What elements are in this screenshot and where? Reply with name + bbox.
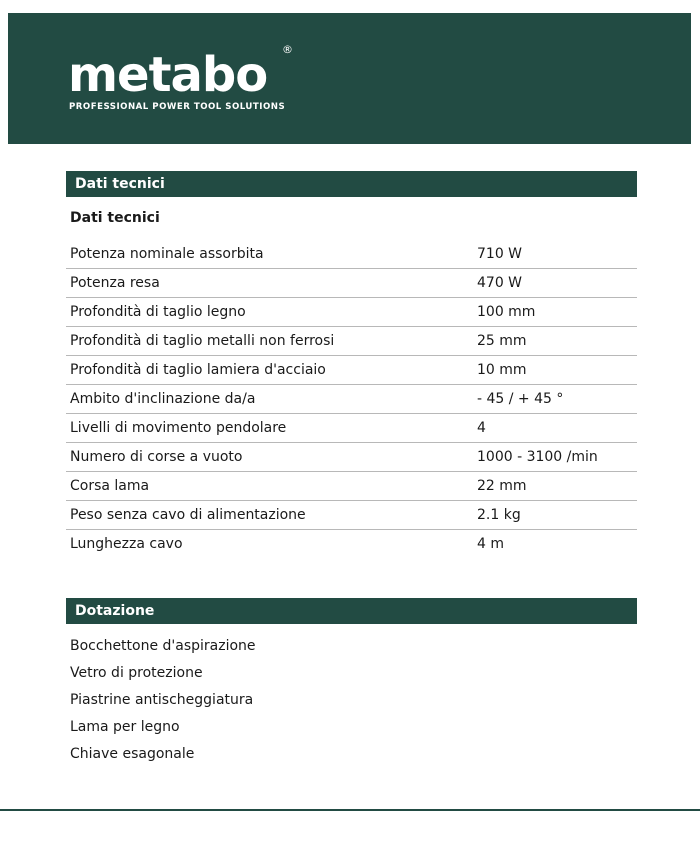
spec-label: Profondità di taglio legno [70, 304, 246, 320]
equipment-item: Piastrine antischeggiatura [70, 692, 254, 708]
spec-label: Livelli di movimento pendolare [70, 420, 287, 436]
spec-value: 25 mm [477, 333, 527, 349]
spec-label: Potenza resa [70, 275, 160, 291]
spec-label: Peso senza cavo di alimentazione [70, 507, 306, 523]
spec-row [66, 443, 637, 472]
spec-label: Profondità di taglio lamiera d'acciaio [70, 362, 326, 378]
equipment-item: Lama per legno [70, 719, 180, 735]
tech-subtitle: Dati tecnici [70, 210, 160, 226]
spec-value: 470 W [477, 275, 523, 291]
tech-section-header: Dati tecnici [66, 171, 637, 197]
spec-table [66, 240, 637, 558]
equipment-section-header: Dotazione [66, 598, 637, 624]
equipment-item: Bocchettone d'aspirazione [70, 638, 256, 654]
spec-row [66, 472, 637, 501]
equipment-item: Chiave esagonale [70, 746, 195, 762]
spec-value: 100 mm [477, 304, 536, 320]
equipment-list [70, 633, 256, 768]
spec-row [66, 501, 637, 530]
spec-label: Lunghezza cavo [70, 536, 183, 552]
brand-tagline: PROFESSIONAL POWER TOOL SOLUTIONS [69, 102, 286, 112]
spec-value: 4 m [477, 536, 504, 552]
spec-row [66, 356, 637, 385]
footer-divider [0, 809, 700, 811]
spec-label: Profondità di taglio metalli non ferrosi [70, 333, 335, 349]
spec-label: Potenza nominale assorbita [70, 246, 264, 262]
spec-row [66, 298, 637, 327]
spec-value: 10 mm [477, 362, 527, 378]
spec-value: 4 [477, 420, 486, 436]
spec-label: Corsa lama [70, 478, 150, 494]
equipment-item: Vetro di protezione [70, 665, 203, 681]
spec-value: 1000 - 3100 /min [477, 449, 598, 465]
spec-value: 2.1 kg [477, 507, 521, 523]
metabo-logo: metabo [68, 47, 268, 103]
spec-row [66, 269, 637, 298]
spec-row [66, 385, 637, 414]
spec-row [66, 414, 637, 443]
spec-label: Ambito d'inclinazione da/a [70, 391, 256, 407]
spec-row [66, 240, 637, 269]
header-banner [8, 13, 691, 144]
spec-row [66, 530, 637, 558]
spec-value: - 45 / + 45 ° [477, 391, 564, 407]
spec-value: 710 W [477, 246, 523, 262]
spec-label: Numero di corse a vuoto [70, 449, 243, 465]
registered-mark: ® [282, 43, 293, 56]
spec-row [66, 327, 637, 356]
spec-value: 22 mm [477, 478, 527, 494]
